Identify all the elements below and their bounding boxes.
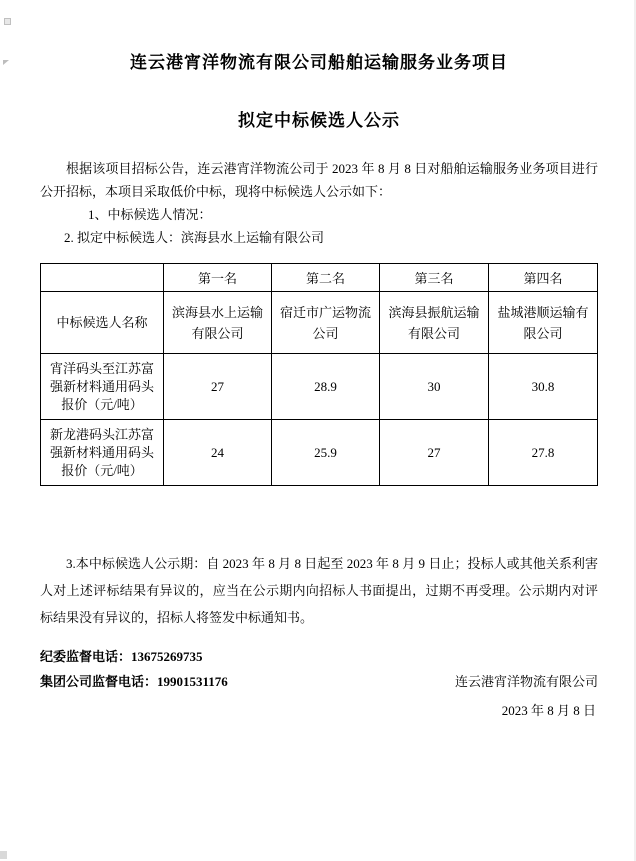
table-row-price-xinlonggang [41,420,598,486]
price-cell: 27 [380,420,489,486]
price-cell: 27 [164,354,272,420]
price-cell: 25.9 [272,420,380,486]
row-label-cell: 新龙港码头江苏富强新材料通用码头报价（元/吨） [41,420,164,486]
signature-row [40,669,598,694]
intro-paragraph: 根据该项目招标公告，连云港宵洋物流公司于 2023 年 8 月 8 日对船舶运输服务业务项目进行公开招标，本项目采取低价中标，现将中标候选人公示如下： [40,161,598,199]
price-cell: 24 [164,420,272,486]
row-label-cell: 宵洋码头至江苏富强新材料通用码头报价（元/吨） [41,354,164,420]
group-phone-line: 集团公司监督电话：19901531176 [40,674,228,689]
company-cell: 宿迁市广运物流公司 [272,292,380,354]
list-item-2: 2. 拟定中标候选人：滨海县水上运输有限公司 [64,230,325,245]
corner-cell [41,264,164,292]
price-cell: 30.8 [489,354,598,420]
list-item-1: 1、中标候选人情况： [88,207,212,222]
signoff-company: 连云港宵洋物流有限公司 [454,674,598,689]
table-row-candidate-names [41,292,598,354]
rank-header-cell: 第四名 [489,264,598,292]
rank-header-cell: 第三名 [380,264,489,292]
company-cell: 滨海县振航运输有限公司 [380,292,489,354]
document-subtitle: 拟定中标候选人公示 [238,111,400,130]
table-row-price-xiaoyang [41,354,598,420]
price-cell: 30 [380,354,489,420]
signoff-date: 2023 年 8 月 8 日 [501,703,596,718]
price-cell: 28.9 [272,354,380,420]
company-cell: 盐城港顺运输有限公司 [489,292,598,354]
table-rank-header-row [41,264,598,292]
rank-header-cell: 第一名 [164,264,272,292]
company-cell: 滨海县水上运输有限公司 [164,292,272,354]
rank-header-cell: 第二名 [272,264,380,292]
announcement-period-paragraph: 3.本中标候选人公示期：自 2023 年 8 月 8 日起至 2023 年 8 月 9 日止；投标人或其他关系利害人对上述评标结果有异议的，应当在公示期内向招标人书面提出，过期不再受理。公示期内对评标结果没有异议的，招标人将签发中标通知书。 [40,556,598,625]
document-title: 连云港宵洋物流有限公司船舶运输服务业务项目 [130,53,508,72]
discipline-phone-line: 纪委监督电话：13675269735 [40,649,203,664]
row-label-cell: 中标候选人名称 [41,292,164,354]
price-cell: 27.8 [489,420,598,486]
candidates-table [40,263,598,486]
